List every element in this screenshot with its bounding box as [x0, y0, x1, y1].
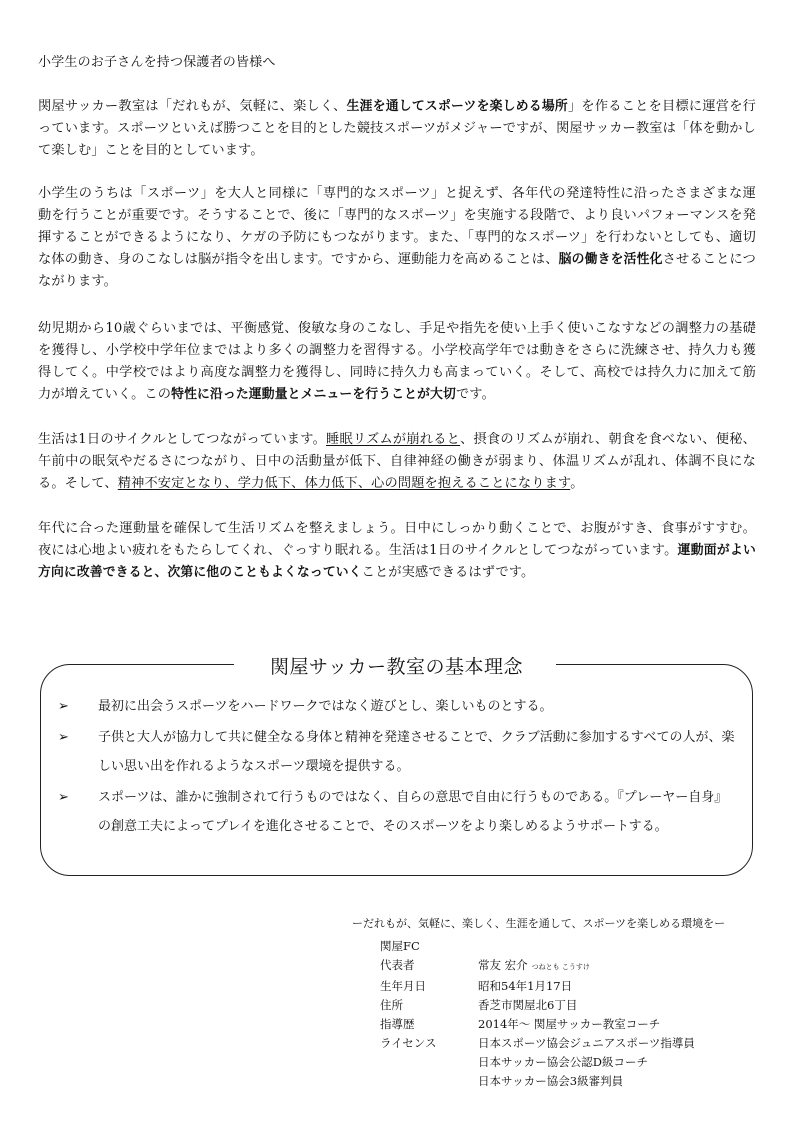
underlined-text: 睡眠リズムが崩れると [326, 432, 461, 447]
profile-row [352, 1072, 725, 1091]
text-span: 、摂食のリズムが崩れ、朝食を食べない、便秘、午前中の眠気やだるさにつながり、日中の活動量が低下、自律神経の働きが弱まり、体温リズムが乱れ、体調不良になる。そして、 [38, 432, 756, 491]
profile-row [352, 977, 725, 996]
life-rhythm-paragraph [38, 429, 756, 495]
underlined-text: 精神不安定となり、学力低下、体力低下、心の問題を抱えることになります [117, 476, 571, 491]
profile-label [380, 1072, 478, 1091]
profile-value: 昭和54年1月17日 [478, 979, 573, 993]
emphasis-text: 運動面がよい方向に改善できると、次第に他のこともよくなっていく [38, 543, 756, 580]
profile-value: 日本スポーツ協会ジュニアスポーツ指導員 [478, 1036, 695, 1050]
text-span: 生活は1日のサイクルとしてつながっています。 [38, 432, 327, 447]
text-span: ことが実感できるはずです。 [361, 565, 535, 580]
list-item [58, 692, 738, 721]
list-item-text: スポーツは、誰かに強制されて行うものではなく、自らの意思で自由に行うものである。『プレーヤー自身』の創意工夫によってプレイを進化させることで、そのスポーツをより楽しめるようサポートする。 [98, 790, 728, 834]
slogan: ーだれもが、気軽に、楽しく、生涯を通して、スポーツを楽しめる環境をー [352, 917, 726, 930]
intro-paragraph [38, 96, 756, 162]
text-span: 年代に合った運動量を確保して生活リズムを整えましょう。日中にしっかり動くことで、お腹がすき、食事がすすむ。夜には心地よい疲れをもたらしてくれ、ぐっすり眠れる。生活は1日のサイクルとしてつながっています。 [38, 521, 756, 558]
arrow-bullet-icon: ➢ [58, 790, 69, 805]
profile-value: 日本サッカー協会3級審判員 [478, 1074, 624, 1088]
text-span: させることにつながります。 [38, 252, 757, 289]
emphasis-text: 特性に沿った運動量とメニューを行うことが大切 [171, 387, 456, 402]
profile-row [352, 1053, 725, 1072]
profile-label: 指導歴 [380, 1017, 415, 1031]
text-span: 。 [570, 476, 584, 491]
profile-label: 代表者 [380, 958, 415, 972]
text-span: 幼児期から10歳ぐらいまでは、平衡感覚、俊敏な身のこなし、手足や指先を使い上手く使いこなすなどの調整力の基礎を獲得し、小学校中学年位まではより多くの調整力を習得する。小学校高学年では動きをさらに洗練させ、持久力も獲得してく。中学校ではより高度な調整力を獲得し、同時に持久力も高まっていく。そして、高校では持久力に加えて筋力が増えていく。この [38, 321, 756, 402]
signature-block [352, 915, 725, 1091]
conclusion-paragraph [38, 518, 756, 584]
age-stages-paragraph [38, 318, 756, 406]
list-item-text: 子供と大人が協力して共に健全なる身体と精神を発達させることで、クラブ活動に参加するすべての人が、楽しい思い出を作れるようなスポーツ環境を提供する。 [98, 730, 735, 774]
arrow-bullet-icon: ➢ [58, 730, 69, 745]
greeting-heading: 小学生のお子さんを持つ保護者の皆様へ [38, 55, 276, 70]
name-reading: つねとも こうすけ [531, 963, 590, 971]
emphasis-text: 生涯を通してスポーツを楽しめる場所 [346, 99, 568, 114]
text-span: 小学生のうちは「スポーツ」を大人と同様に「専門的なスポーツ」と捉えず、各年代の発達特性に沿ったさまざまな運動を行うことが重要です。そうすることで、後に「専門的なスポーツ」を実施する段階で、より良いパフォーマンスを発揮することができるようになり、ケガの予防にもつながります。また、「専門的なスポーツ」を行わないとしても、適切な体の動き、身のこなしは脳が指令を出します。ですから、運動能力を高めることは、 [38, 186, 756, 267]
profile-row [352, 1015, 725, 1034]
profile-label [380, 1053, 478, 1072]
list-item [58, 783, 738, 841]
text-span: 」を作ることを目標に運営を行っています。スポーツといえば勝つことを目的とした競技スポーツがメジャーですが、関屋サッカー教室は「体を動かして楽しむ」ことを目的としています。 [38, 99, 756, 158]
profile-value: 香芝市関屋北6丁目 [478, 998, 578, 1012]
philosophy-title: 関屋サッカー教室の基本理念 [269, 656, 524, 678]
text-span: 関屋サッカー教室は「だれもが、気軽に、楽しく、 [38, 99, 347, 114]
text-span: です。 [455, 387, 495, 402]
profile-value: 日本サッカー協会公認D級コーチ [478, 1055, 648, 1069]
emphasis-text: 脳の働きを活性化 [558, 252, 663, 267]
organization-name: 関屋FC [380, 939, 420, 953]
profile-row [352, 956, 725, 977]
profile-value: 2014年～ 関屋サッカー教室コーチ [478, 1017, 661, 1031]
philosophy-list [58, 692, 738, 843]
profile-label: 住所 [380, 998, 403, 1012]
profile-row [352, 996, 725, 1015]
profile-label: 生年月日 [380, 979, 426, 993]
list-item [58, 723, 738, 781]
development-paragraph [38, 183, 756, 293]
profile-row [352, 1034, 725, 1053]
arrow-bullet-icon: ➢ [58, 699, 69, 714]
profile-value [478, 956, 590, 977]
list-item-text: 最初に出会うスポーツをハードワークではなく遊びとし、楽しいものとする。 [98, 699, 553, 714]
profile-label: ライセンス [380, 1036, 437, 1050]
representative-name: 常友 宏介 [478, 958, 528, 972]
